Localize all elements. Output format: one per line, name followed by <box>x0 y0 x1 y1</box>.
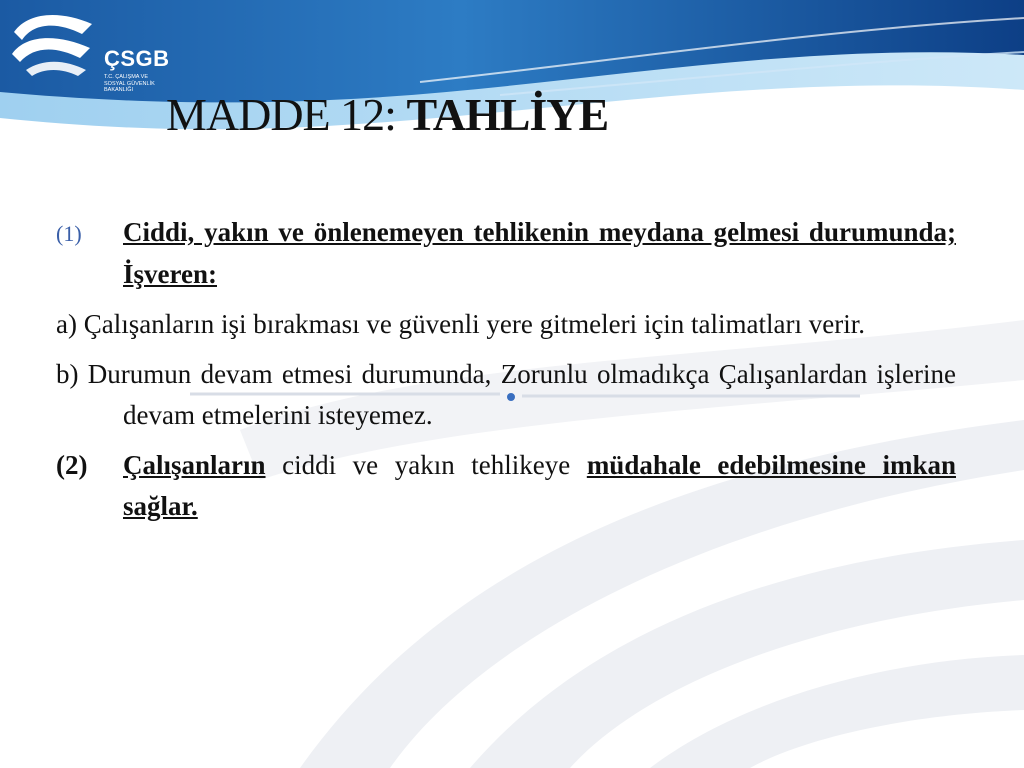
paragraph-2 <box>56 445 956 527</box>
paragraph-b <box>56 354 956 436</box>
logo-subtitle-line: T.C. ÇALIŞMA VE <box>104 74 149 80</box>
paragraph-2-part3: müdahale edebilmesine imkan sağlar. <box>123 450 956 521</box>
paragraph-1-text: Ciddi, yakın ve önlenemeyen tehlikenin meydana gelmesi durumunda; İşveren: <box>123 217 956 289</box>
paragraph-2-part1: Çalışanların <box>123 450 266 480</box>
title-prefix: MADDE 12: <box>166 89 396 140</box>
paragraph-b-text: b) Durumun devam etmesi durumunda, Zorunlu olmadıkça Çalışanlardan işlerine devam etmelerini isteyemez. <box>56 359 956 430</box>
logo-name: ÇSGB <box>104 46 170 71</box>
paragraph-1 <box>56 212 956 295</box>
paragraph-2-number: (2) <box>56 450 88 480</box>
csgb-logo <box>8 10 178 100</box>
logo-subtitle-line: BAKANLIĞI <box>104 87 134 93</box>
slide-content <box>56 212 956 536</box>
paragraph-1-number: (1) <box>56 221 82 246</box>
paragraph-a <box>56 304 956 345</box>
logo-subtitle-line: SOSYAL GÜVENLİK <box>104 80 155 87</box>
title-bold: TAHLİYE <box>406 89 609 140</box>
slide-title <box>166 88 608 141</box>
paragraph-2-part2: ciddi ve yakın tehlikeye <box>265 450 587 480</box>
logo-mark-icon <box>8 10 98 80</box>
paragraph-a-text: a) Çalışanların işi bırakması ve güvenli yere gitmeleri için talimatları verir. <box>56 309 865 339</box>
